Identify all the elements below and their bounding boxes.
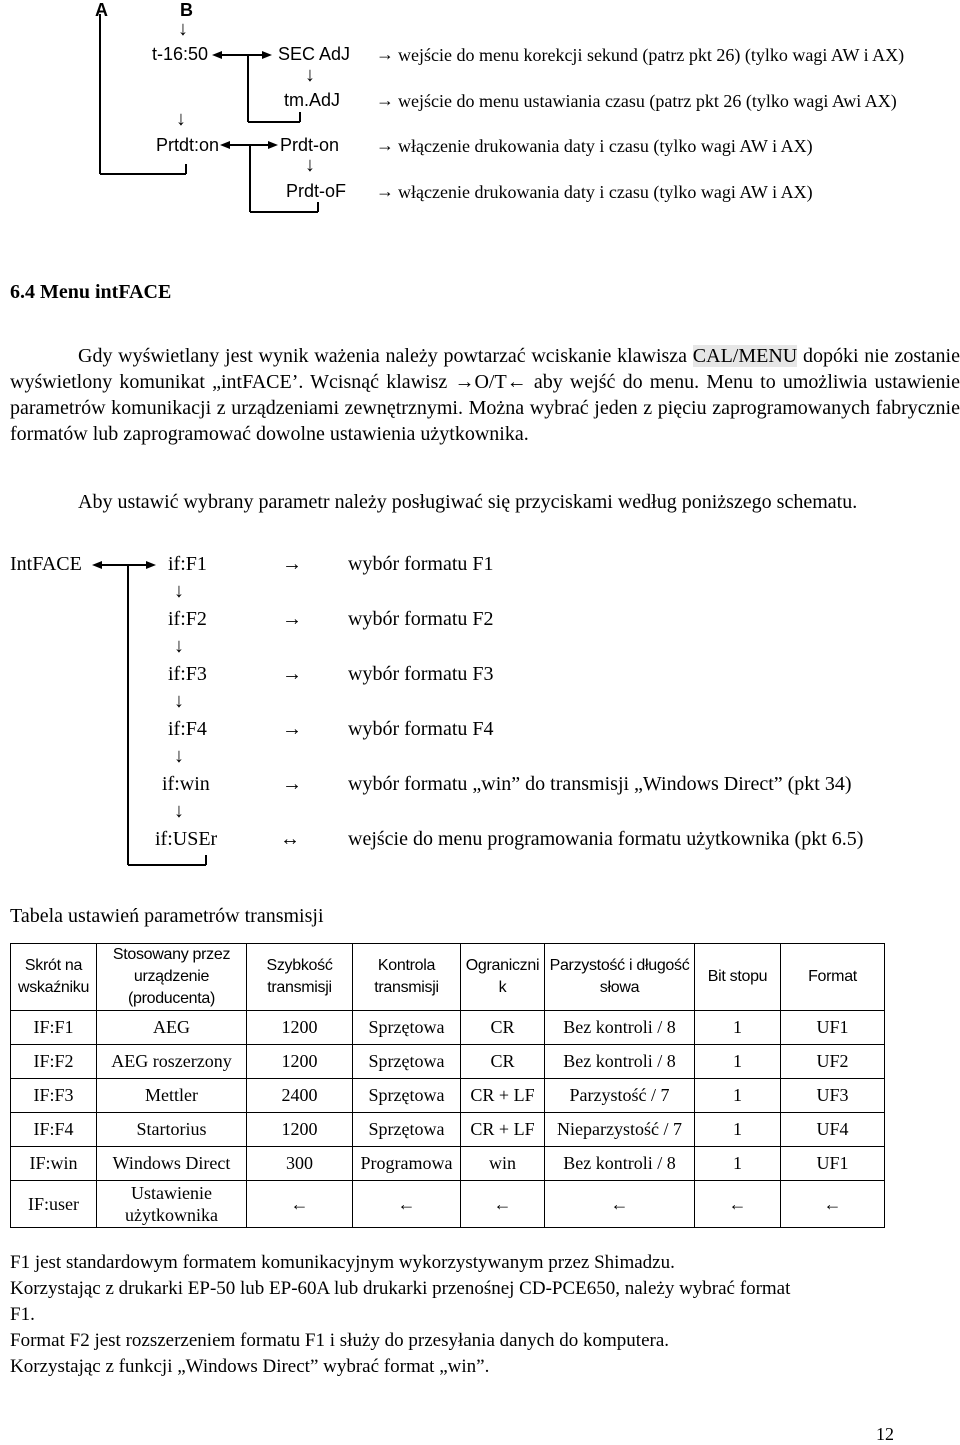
table-cell: Sprzętowa (353, 1045, 461, 1079)
table-row (11, 1181, 885, 1228)
table-header: Format (781, 944, 885, 1011)
table-header: Kontrola transmisji (353, 944, 461, 1011)
note-line: F1 jest standardowym formatem komunikacyjnym wykorzystywanym przez Shimadzu. (10, 1252, 675, 1273)
double-arrow-icon: ↔ (280, 828, 300, 850)
table-cell: CR + LF (461, 1113, 545, 1147)
table-cell: Sprzętowa (353, 1079, 461, 1113)
table-cell: Programowa (353, 1147, 461, 1181)
key-cal-menu: CAL/MENU (692, 345, 798, 367)
table-cell: IF:F3 (11, 1079, 97, 1113)
diagram1-code-a: Prtdt:on (156, 135, 220, 155)
down-arrow-icon: ↓ (174, 800, 184, 822)
diagram2-code: if:F4 (168, 718, 207, 740)
table-cell: IF:F4 (11, 1113, 97, 1147)
table-row (11, 1113, 885, 1147)
diagram1-desc: włączenie drukowania daty i czasu (tylko wagi AW i AX) (398, 136, 813, 156)
table-header: Ograniczni k (461, 944, 545, 1011)
diagram1-code-b: SEC AdJ (278, 44, 351, 64)
table-cell: 1 (695, 1079, 781, 1113)
down-arrow-icon: ↓ (174, 690, 184, 712)
table-cell: Nieparzystość / 7 (545, 1113, 695, 1147)
diagram1-code-b: tm.AdJ (284, 90, 341, 110)
right-arrow-icon: → (282, 663, 302, 685)
table-cell: CR (461, 1045, 545, 1079)
table-cell: CR (461, 1011, 545, 1045)
table-cell: Sprzętowa (353, 1113, 461, 1147)
column-a-label: A (95, 0, 108, 20)
table-cell: Mettler (97, 1079, 247, 1113)
down-arrow-icon: ↓ (305, 154, 315, 176)
table-row (11, 1079, 885, 1113)
table-cell: Parzystość / 7 (545, 1079, 695, 1113)
diagram2-desc: wybór formatu „win” do transmisji „Windows Direct” (pkt 34) (348, 773, 852, 795)
note-line: F1. (10, 1304, 35, 1325)
table-cell: 300 (247, 1147, 353, 1181)
down-arrow-icon: ↓ (174, 745, 184, 767)
table-cell: Windows Direct (97, 1147, 247, 1181)
right-arrow-icon: → (282, 773, 302, 795)
table-cell: Sprzętowa (353, 1011, 461, 1045)
table-cell: AEG (97, 1011, 247, 1045)
table-cell: UF4 (781, 1113, 885, 1147)
note-line: Korzystając z drukarki EP-50 lub EP-60A lub drukarki przenośnej CD-PCE650, należy wybrać format (10, 1278, 791, 1299)
table-header: Bit stopu (695, 944, 781, 1011)
table-header-row (11, 944, 885, 1011)
diagram2-code: if:F3 (168, 663, 207, 685)
paragraph-text: dopóki nie zostanie wyświetlony komunikat „intFACE’. Wcisnąć klawisz (10, 345, 960, 393)
table-cell: AEG roszerzony (97, 1045, 247, 1079)
page-number: 12 (876, 1424, 894, 1444)
down-arrow-icon: ↓ (178, 18, 188, 40)
right-arrow-icon: → (282, 553, 302, 575)
table-header: Stosowany przez urządzenie (producenta) (97, 944, 247, 1011)
table-cell: 1 (695, 1113, 781, 1147)
section-heading: 6.4 Menu intFACE (10, 281, 172, 303)
table-caption: Tabela ustawień parametrów transmisji (10, 905, 324, 927)
parameters-table (10, 943, 885, 1228)
diagram1-desc: włączenie drukowania daty i czasu (tylko wagi AW i AX) (398, 182, 813, 202)
column-b-label: B (180, 0, 193, 20)
note-line: Format F2 jest rozszerzeniem formatu F1 i służy do przesyłania danych do komputera. (10, 1330, 670, 1351)
paragraph-text: Gdy wyświetlany jest wynik ważenia należy powtarzać wciskanie klawisza (78, 345, 693, 367)
diagram1-desc: wejście do menu korekcji sekund (patrz pkt 26) (tylko wagi AW i AX) (398, 45, 905, 65)
paragraph-text: aby wejść do menu. Menu to umożliwia ustawienie parametrów komunikacji z urządzeniami zewnętrznymi. Można wybrać jeden z pięciu zaprogramowanych fabrycznie formatów lub zaprogramować dowolne ustawienia użytkownika. (10, 371, 960, 445)
diagram2-desc: wybór formatu F3 (348, 663, 494, 685)
table-cell: Ustawienie użytkownika (97, 1181, 247, 1228)
right-arrow-icon: → (376, 135, 394, 155)
right-arrow-icon: → (376, 90, 394, 110)
table-cell: 1200 (247, 1113, 353, 1147)
down-arrow-icon: ↓ (174, 580, 184, 602)
table-cell: 2400 (247, 1079, 353, 1113)
table-cell: Startorius (97, 1113, 247, 1147)
table-cell: IF:win (11, 1147, 97, 1181)
table-header: Szybkość transmisji (247, 944, 353, 1011)
right-arrow-icon: → (376, 44, 394, 64)
diagram2-code: if:USEr (155, 828, 218, 850)
table-row (11, 1045, 885, 1079)
table-cell: IF:F2 (11, 1045, 97, 1079)
table-cell: 1 (695, 1011, 781, 1045)
table-cell: UF1 (781, 1147, 885, 1181)
table-cell: Bez kontroli / 8 (545, 1011, 695, 1045)
left-arrow-icon: ← (353, 1181, 461, 1228)
key-o-t: →O/T← (454, 371, 527, 393)
down-arrow-icon: ↓ (174, 635, 184, 657)
table-cell: IF:F1 (11, 1011, 97, 1045)
diagram2-desc: wejście do menu programowania formatu użytkownika (pkt 6.5) (348, 828, 864, 850)
left-arrow-icon: ← (545, 1181, 695, 1228)
right-arrow-icon: → (376, 181, 394, 201)
left-arrow-icon: ← (461, 1181, 545, 1228)
left-arrow-icon: ← (247, 1181, 353, 1228)
table-cell: CR + LF (461, 1079, 545, 1113)
diagram1-code-a: t-16:50 (152, 44, 209, 64)
diagram2-root: IntFACE (10, 553, 82, 575)
table-cell: Bez kontroli / 8 (545, 1147, 695, 1181)
right-arrow-icon: → (282, 718, 302, 740)
table-cell: IF:user (11, 1181, 97, 1228)
paragraph-instructions: Aby ustawić wybrany parametr należy posługiwać się przyciskami według poniższego schematu. (78, 491, 858, 513)
down-arrow-icon: ↓ (305, 64, 315, 86)
left-arrow-icon: ← (781, 1181, 885, 1228)
table-cell: 1 (695, 1045, 781, 1079)
diagram2-code: if:win (162, 773, 210, 795)
table-row (11, 1147, 885, 1181)
diagram1-desc: wejście do menu ustawiania czasu (patrz pkt 26 (tylko wagi Awi AX) (398, 91, 897, 111)
table-header: Parzystość i długość słowa (545, 944, 695, 1011)
diagram2-code: if:F1 (168, 553, 207, 575)
diagram2-desc: wybór formatu F2 (348, 608, 494, 630)
diagram1-code-b: Prdt-on (280, 135, 340, 155)
right-arrow-icon: → (282, 608, 302, 630)
paragraph-intro (10, 343, 960, 447)
table-cell: UF1 (781, 1011, 885, 1045)
diagram1-code-b: Prdt-oF (286, 181, 347, 201)
left-arrow-icon: ← (695, 1181, 781, 1228)
table-cell: 1 (695, 1147, 781, 1181)
note-line: Korzystając z funkcji „Windows Direct” wybrać format „win”. (10, 1356, 490, 1377)
table-row (11, 1011, 885, 1045)
table-cell: Bez kontroli / 8 (545, 1045, 695, 1079)
table-cell: UF3 (781, 1079, 885, 1113)
diagram2-desc: wybór formatu F1 (348, 553, 494, 575)
down-arrow-icon: ↓ (176, 108, 186, 130)
diagram2-desc: wybór formatu F4 (348, 718, 494, 740)
table-header: Skrót na wskaźniku (11, 944, 97, 1011)
diagram2-code: if:F2 (168, 608, 207, 630)
table-cell: 1200 (247, 1045, 353, 1079)
table-cell: 1200 (247, 1011, 353, 1045)
table-cell: UF2 (781, 1045, 885, 1079)
table-cell: win (461, 1147, 545, 1181)
